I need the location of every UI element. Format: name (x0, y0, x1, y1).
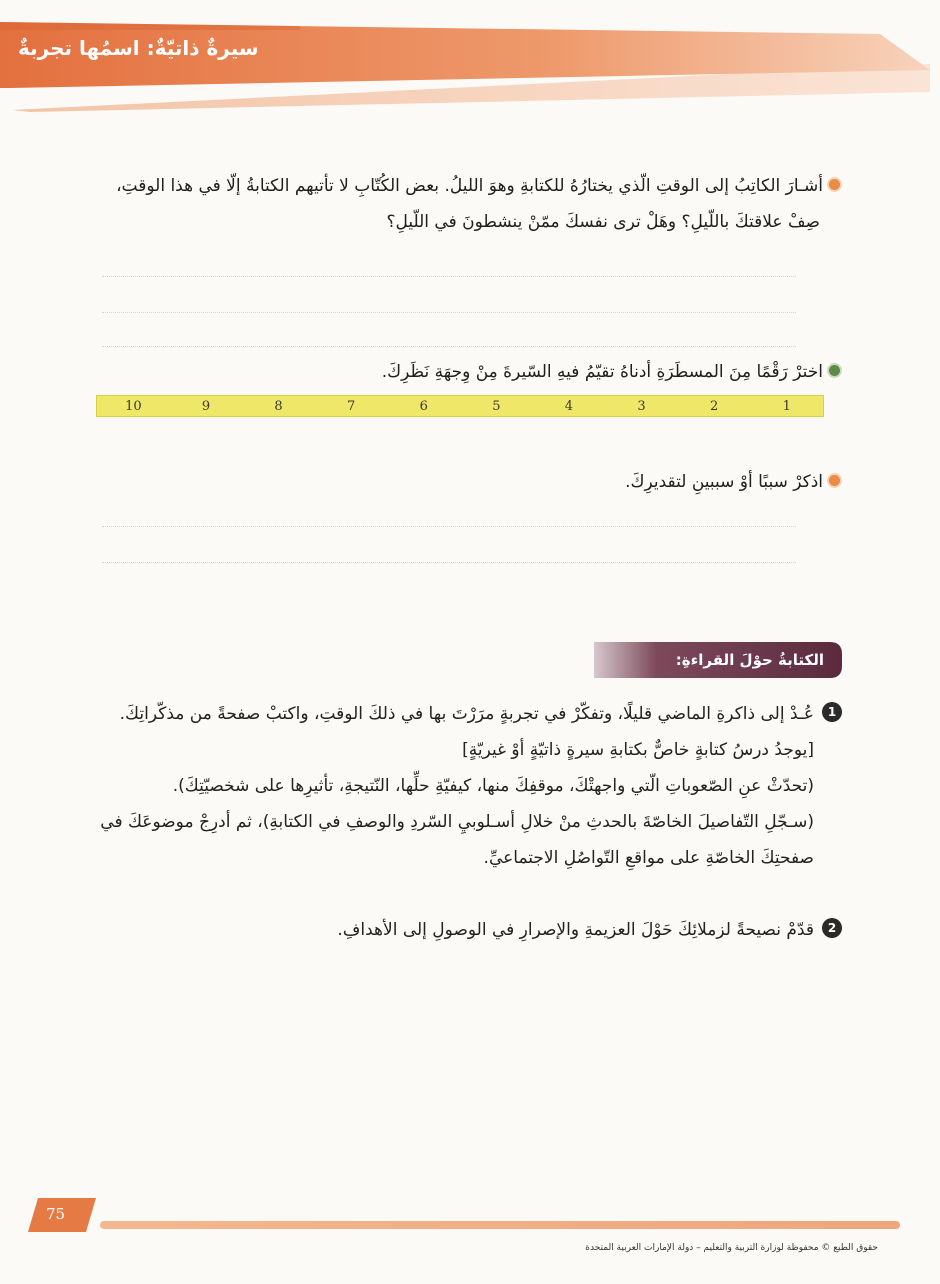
banner-edge (0, 22, 300, 30)
scale-value-2[interactable]: 2 (709, 398, 719, 414)
scale-value-10[interactable]: 10 (125, 398, 142, 414)
task-1-line-4: (سـجّلِ التّفاصيلَ الخاصّةَ بالحدثِ منْ خلالِ أسـلوبيِ السّردِ والوصفِ في الكتابةِ)، ثم أدرِجْ موضوعَكَ في (100, 812, 814, 832)
scale-value-5[interactable]: 5 (492, 398, 501, 414)
section-title: الكتابةُ حوْلَ القراءةِ: (675, 651, 824, 669)
task-1-line-5: صفحتِكَ الخاصّةِ على مواقعِ التّواصُلِ الاجتماعيِّ. (483, 848, 814, 868)
question-1-text-1: أشـارَ الكاتِبُ إلى الوقتِ الّذي يختارُهُ للكتابةِ وهوَ الليلُ. بعض الكُتّابِ لا تأتيهم الكتابةُ إلّا في هذا الوقتِ، (116, 176, 823, 196)
orange-bullet-icon (829, 179, 840, 190)
question-2-text: اخترْ رَقْمًا مِنَ المسطَرَةِ أدناهُ تقيّمُ فيهِ السّيرةَ مِنْ وِجهَةِ نَظَرِكَ. (381, 362, 823, 382)
section-heading-tab (594, 640, 844, 680)
question-2 (80, 354, 840, 390)
answer-line[interactable] (102, 276, 796, 277)
answer-line[interactable] (102, 346, 796, 347)
scale-value-9[interactable]: 9 (201, 398, 211, 414)
page-number: 75 (46, 1205, 66, 1223)
scale-value-1[interactable]: 1 (782, 398, 791, 414)
task-2 (82, 912, 842, 948)
question-3 (80, 464, 840, 500)
task-1 (82, 696, 842, 876)
task-1-line-3: (تحدّثْ عنِ الصّعوباتِ الّتي واجهتْكَ، موقفِكَ منها، كيفيّةِ حلِّها، النّتيجةِ، تأثيرِها على شخصيّتِكَ). (172, 776, 814, 796)
scale-value-3[interactable]: 3 (637, 398, 646, 414)
answer-line[interactable] (102, 312, 796, 313)
scale-value-7[interactable]: 7 (347, 398, 356, 414)
copyright-notice: حقوق الطبع © محفوظة لوزارة التربية والتعليم – دولة الإمارات العربية المتحدة (585, 1243, 878, 1253)
page-title: سيرةٌ ذاتيّةٌ: اسمُها تجربةٌ (18, 36, 259, 60)
question-1-line-2: صِفْ علاقتكَ باللّيلِ؟ وهَلْ ترى نفسكَ ممّنْ ينشطونَ في اللّيلِ؟ (386, 212, 820, 232)
scale-value-4[interactable]: 4 (564, 398, 574, 414)
answer-line[interactable] (102, 526, 796, 527)
rating-scale (96, 395, 824, 417)
task-number-badge: 1 (822, 702, 842, 722)
question-1-line-1 (80, 168, 840, 204)
scale-value-6[interactable]: 6 (419, 398, 428, 414)
task-1-line-2: [يوجدُ درسُ كتابةٍ خاصٌّ بكتابةِ سيرةٍ ذاتيّةٍ أوْ غيريّةٍ] (462, 740, 814, 760)
footer-bar (100, 1221, 900, 1229)
question-3-text: اذكرْ سببًا أوْ سببينِ لتقديرِكَ. (625, 472, 823, 492)
task-1-line-1 (82, 696, 842, 732)
answer-line[interactable] (102, 562, 796, 563)
question-1 (80, 168, 840, 240)
green-bullet-icon (829, 365, 840, 376)
task-1-text-1: عُـدْ إلى ذاكرةِ الماضي قليلًا، وتفكّرْ في تجربةٍ مرَرْتَ بها في ذلكَ الوقتِ، واكتبْ صفحةً من مذكّراتِكَ. (119, 704, 814, 724)
header-banner (0, 0, 940, 120)
orange-bullet-icon (829, 475, 840, 486)
scale-value-8[interactable]: 8 (274, 398, 283, 414)
task-number-badge: 2 (822, 918, 842, 938)
task-2-text: قدّمْ نصيحةً لزملائِكَ حَوْلَ العزيمةِ والإصرارِ في الوصولِ إلى الأهدافِ. (337, 920, 814, 940)
